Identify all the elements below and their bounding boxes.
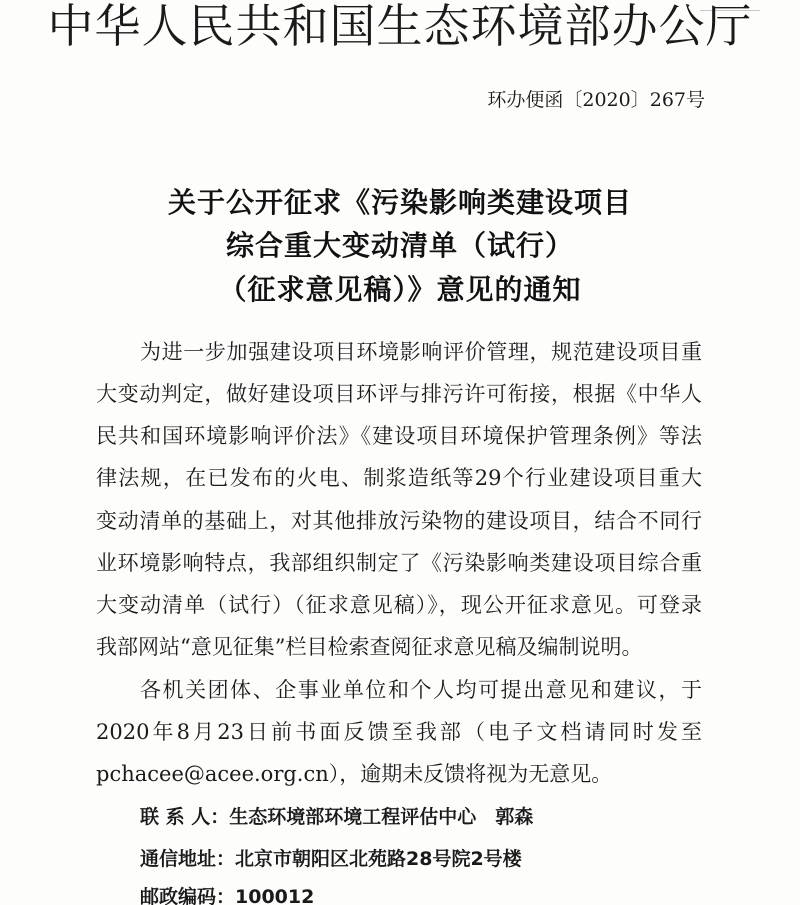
body-paragraph-2-line: 2020年8月23日前书面反馈至我部（电子文档请同时发至 (96, 720, 702, 744)
title-line-1: 关于公开征求《污染影响类建设项目 (167, 186, 632, 219)
contact-person-value: 生态环境部环境工程评估中心 郭森 (229, 806, 534, 828)
issuing-authority-masthead: 中华人民共和国生态环境部办公厅 (47, 0, 753, 53)
body-paragraph-1-line: 变动清单的基础上，对其他排放污染物的建设项目，结合不同行 (96, 509, 702, 533)
body-paragraph-1-line: 民共和国环境影响评价法》《建设项目环境保护管理条例》等法 (96, 424, 702, 448)
title-line-3: （征求意见稿）》意见的通知 (218, 273, 582, 306)
title-line-2: 综合重大变动清单（试行） (225, 229, 574, 262)
mailing-address-row (140, 843, 522, 874)
postcode-value: 100012 (235, 886, 315, 905)
body-paragraph-1-line: 律法规，在已发布的火电、制浆造纸等29个行业建设项目重大 (96, 466, 702, 490)
contact-person-row (140, 801, 533, 832)
body-paragraph-1-line: 为进一步加强建设项目环境影响评价管理，规范建设项目重 (140, 340, 702, 364)
mailing-address-label: 通信地址： (140, 848, 236, 870)
postcode-label: 邮政编码： (140, 886, 236, 905)
body-paragraph-1-line: 我部网站“意见征集”栏目检索查阅征求意见稿及编制说明。 (96, 635, 643, 659)
document-number: 环办便函〔2020〕267号 (487, 89, 705, 111)
body-paragraph-2-line: 各机关团体、企事业单位和个人均可提出意见和建议，于 (140, 678, 702, 702)
body-paragraph-1-line: 大变动判定，做好建设项目环评与排污许可衔接，根据《中华人 (96, 382, 702, 406)
body-paragraph-1-line: 大变动清单（试行）（征求意见稿）》，现公开征求意见。可登录 (96, 593, 702, 617)
postcode-row (140, 881, 314, 905)
body-paragraph-1-line: 业环境影响特点，我部组织制定了《污染影响类建设项目综合重 (96, 551, 702, 575)
contact-person-label: 联 系 人： (140, 806, 230, 828)
body-paragraph-2-line: pchacee@acee.org.cn），逾期未反馈将视为无意见。 (96, 762, 613, 786)
mailing-address-value: 北京市朝阳区北苑路28号院2号楼 (235, 848, 522, 870)
